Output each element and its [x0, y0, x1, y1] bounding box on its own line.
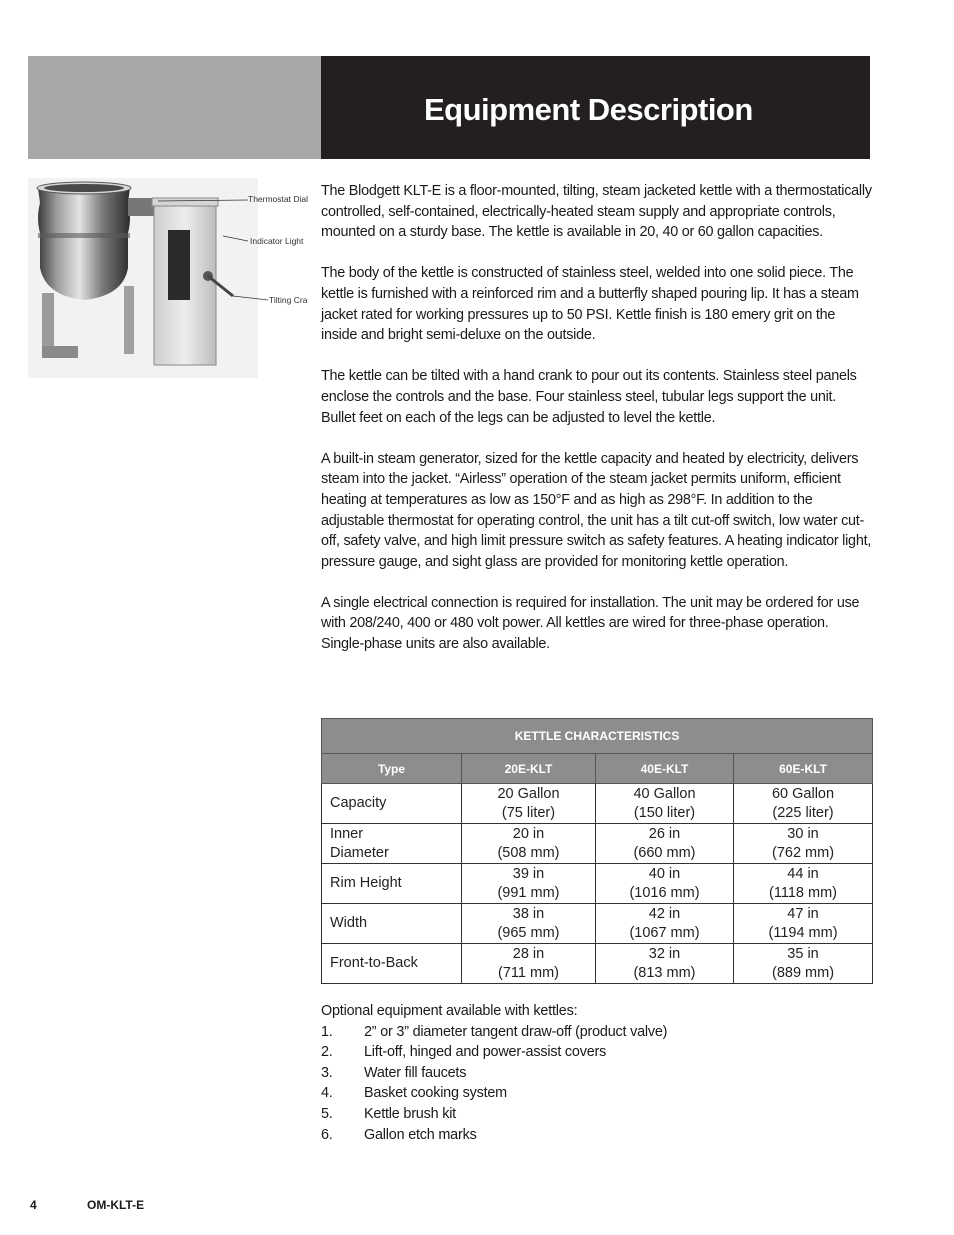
cell-line: (75 liter) — [501, 804, 556, 821]
cell-line: 44 in — [787, 865, 819, 882]
list-number: 3. — [321, 1064, 333, 1081]
list-text: Water fill faucets — [364, 1064, 467, 1081]
table-row — [322, 864, 873, 904]
description-text — [321, 181, 873, 675]
cell-line: 60 Gallon — [771, 785, 835, 802]
cell-line: (711 mm) — [498, 964, 559, 981]
list-number: 2. — [321, 1044, 333, 1061]
table-row — [322, 824, 873, 864]
table-cell — [462, 904, 596, 944]
cell-line: (762 mm) — [772, 844, 835, 861]
list-item — [321, 1022, 873, 1043]
list-text: Kettle brush kit — [364, 1105, 456, 1122]
table-cell — [462, 864, 596, 904]
table-cell — [734, 944, 873, 984]
table-header: 60E-KLT — [734, 754, 873, 784]
callout-thermostat-dial: Thermostat Dial — [248, 194, 308, 204]
table-header: 20E-KLT — [462, 754, 596, 784]
cell-line: (660 mm) — [633, 844, 696, 861]
cell-line: 32 in — [648, 945, 681, 962]
list-item — [321, 1083, 873, 1104]
table-header: 40E-KLT — [596, 754, 734, 784]
cell-line: (1016 mm) — [629, 884, 700, 901]
header-banner — [321, 56, 870, 159]
paragraph: The Blodgett KLT-E is a floor-mounted, tilting, steam jacketed kettle with a thermostatically controlled, self-contained, electrically-heated steam supply and appropriate controls, mounted on a sturdy base. The kettle is available in 20, 40 or 60 gallon capacities. — [321, 183, 872, 241]
table-caption: KETTLE CHARACTERISTICS — [322, 719, 873, 754]
cell-line: (150 liter) — [633, 804, 696, 821]
table-cell — [462, 784, 596, 824]
table-cell — [462, 824, 596, 864]
cell-line: 40 Gallon — [633, 785, 696, 802]
cell-line: 39 in — [512, 865, 545, 882]
cell-line: (813 mm) — [633, 964, 696, 981]
cell-line: (1118 mm) — [769, 884, 837, 901]
cell-line: 40 in — [648, 865, 681, 882]
table-cell — [596, 784, 734, 824]
table-cell — [734, 784, 873, 824]
header-banner-left — [28, 56, 321, 159]
document-code: OM-KLT-E — [87, 1198, 145, 1212]
options-list — [321, 1022, 873, 1146]
list-text: Lift-off, hinged and power-assist covers — [364, 1044, 607, 1061]
kettle-characteristics-table — [321, 718, 872, 984]
list-text: Gallon etch marks — [364, 1126, 477, 1143]
cell-line: 20 Gallon — [497, 785, 560, 802]
table-row — [322, 784, 873, 824]
table-cell — [734, 864, 873, 904]
row-label: Front-to-Back — [322, 944, 462, 984]
list-number: 6. — [321, 1126, 333, 1143]
cell-line: 26 in — [648, 825, 681, 842]
kettle-illustration — [28, 178, 318, 378]
row-label: Rim Height — [322, 864, 462, 904]
cell-line: (225 liter) — [772, 804, 834, 821]
cell-line: (1194 mm) — [768, 924, 838, 941]
cell-line: 38 in — [512, 905, 545, 922]
callout-indicator-light: Indicator Light — [250, 236, 304, 246]
cell-line: 47 in — [787, 905, 819, 922]
cell-line: (508 mm) — [497, 844, 560, 861]
cell-line: 42 in — [648, 905, 681, 922]
cell-line: (1067 mm) — [629, 924, 700, 941]
cell-line: (889 mm) — [772, 964, 835, 981]
cell-line: (965 mm) — [497, 924, 560, 941]
table-row — [322, 944, 873, 984]
page-title: Equipment Description — [424, 92, 753, 127]
table-cell — [596, 864, 734, 904]
table-cell — [596, 904, 734, 944]
list-number: 4. — [321, 1085, 333, 1102]
list-item — [321, 1104, 873, 1125]
row-label: Inner Diameter — [322, 824, 462, 864]
table-cell — [734, 824, 873, 864]
page-number: 4 — [30, 1198, 37, 1212]
cell-line: 20 in — [512, 825, 545, 842]
paragraph: A single electrical connection is required for installation. The unit may be ordered for use with 208/240, 400 or 480 volt power. All kettles are wired for three-phase operation. Single-phase units are also available. — [321, 594, 860, 653]
list-number: 5. — [321, 1105, 333, 1122]
list-item — [321, 1063, 873, 1084]
optional-equipment — [321, 1001, 873, 1145]
list-text: Basket cooking system — [364, 1085, 507, 1102]
list-item — [321, 1125, 873, 1146]
callout-tilting-crank: Tilting Cra — [269, 295, 308, 305]
list-text: 2” or 3” diameter tangent draw-off (product valve) — [364, 1023, 668, 1040]
cell-line: 28 in — [512, 945, 545, 962]
cell-line: 35 in — [787, 945, 819, 962]
list-number: 1. — [321, 1023, 333, 1040]
table-cell — [734, 904, 873, 944]
table-cell — [596, 944, 734, 984]
table-row — [322, 904, 873, 944]
cell-line: (991 mm) — [497, 884, 560, 901]
paragraph: A built-in steam generator, sized for the kettle capacity and heated by electricity, delivers steam into the jacket. “Airless” operation of the steam jacket permits uniform, efficient heating at temperatures as low as 150°F and as high as 298°F. In addition to the adjustable thermostat for operating control, the unit has a tilt cut-off switch, low water cut-off, safety valve, and high limit pressure switch as safety features. A heating indicator light, pressure gauge, and sight glass are provided for monitoring kettle operation. — [321, 450, 872, 570]
paragraph: The kettle can be tilted with a hand crank to pour out its contents. Stainless steel panels enclose the controls and the base. Four stainless steel, tubular legs support the unit. Bullet feet on each of the legs can be adjusted to level the kettle. — [321, 368, 857, 426]
list-item — [321, 1042, 873, 1063]
cell-line: 30 in — [787, 825, 819, 842]
table-header: Type — [322, 754, 462, 784]
table-cell — [462, 944, 596, 984]
row-label: Width — [322, 904, 462, 944]
row-label: Capacity — [322, 784, 462, 824]
table-cell — [596, 824, 734, 864]
options-intro: Optional equipment available with kettles: — [321, 1003, 578, 1019]
kettle-figure — [28, 178, 318, 378]
paragraph: The body of the kettle is constructed of stainless steel, welded into one solid piece. The kettle is furnished with a reinforced rim and a butterfly shaped pouring lip. It has a steam jacket rated for working pressures up to 50 PSI. Kettle finish is 180 emery grit on the inside and bright semi-deluxe on the outside. — [321, 265, 859, 344]
